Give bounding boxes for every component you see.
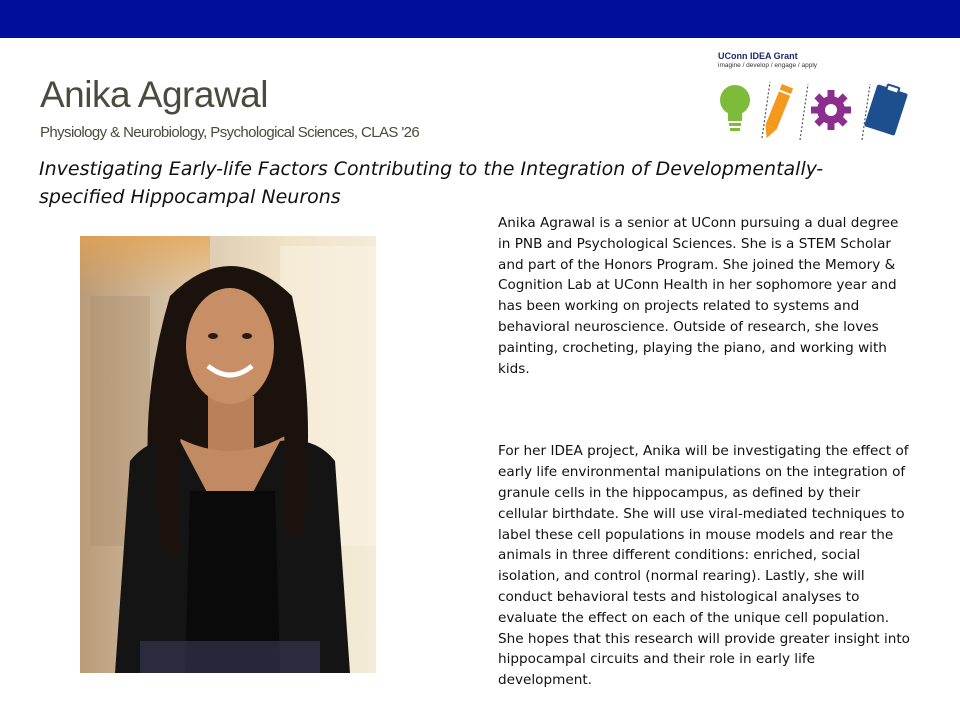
pencil-icon [761, 84, 793, 140]
logo-subtitle: imagine / develop / engage / apply [718, 62, 818, 69]
gear-icon [811, 90, 851, 130]
bio-text [498, 213, 913, 691]
lightbulb-icon [720, 85, 750, 131]
project-title: Investigating Early-life Factors Contributing to the Integration of Developmentally-specified Hippocampal Neurons [39, 158, 824, 208]
bio-paragraph-2: For her IDEA project, Anika will be investigating the effect of early life environmental manipulations on the integration of granule cells in the hippocampus, as defined by their cellular birthdate. She will use viral-mediated techniques to label these cell populations in mouse models and rear the animals in three different conditions: enriched, social isolation, and control (normal rearing). Lastly, she will conduct behavioral tests and histological analyses to evaluate the effect on each of the unique cell population. She hopes that this research will provide greater insight into hippocampal circuits and their role in early life development. [498, 443, 910, 689]
student-name: Anika Agrawal [40, 74, 268, 115]
idea-grant-logo [716, 48, 926, 148]
clipboard-icon [864, 80, 909, 136]
logo-title: UConn IDEA Grant [718, 51, 798, 61]
bio-paragraph-1: Anika Agrawal is a senior at UConn pursuing a dual degree in PNB and Psychological Sciences. She is a STEM Scholar and part of the Honors Program. She joined the Memory & Cognition Lab at UConn Health in her sophomore year and has been working on projects related to systems and behavioral neuroscience. Outside of research, she loves painting, crocheting, playing the piano, and working with kids. [498, 215, 899, 377]
affiliation: Physiology & Neurobiology, Psychological Sciences, CLAS '26 [40, 124, 420, 141]
logo-icons [716, 78, 916, 146]
student-photo [80, 236, 376, 673]
top-banner [0, 0, 960, 38]
